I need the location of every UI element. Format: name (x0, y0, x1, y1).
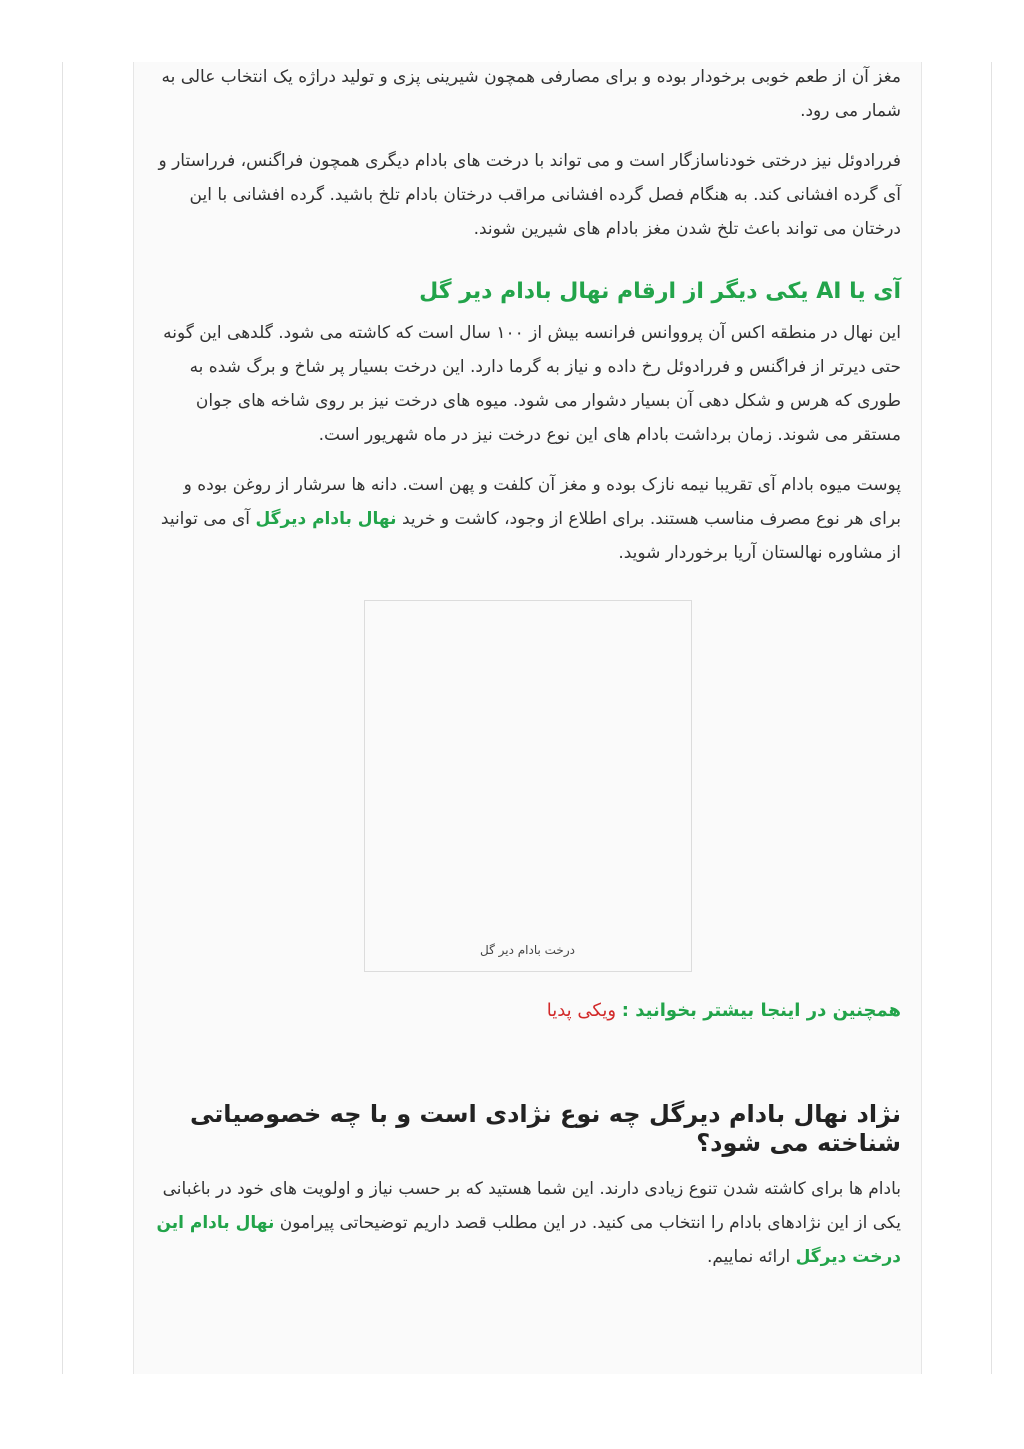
page-frame (62, 62, 992, 1374)
late-bloom-almond-link[interactable]: نهال بادام دیرگل (255, 509, 397, 529)
paragraph-ai-fruit-text: پوست میوه بادام آی تقریبا نیمه نازک بوده و مغز آن کلفت و پهن است. دانه ها سرشار از روغن بوده و برای هر نوع مصرف مناسب هستند. برای اطلاع از وجود، کاشت و خرید (183, 475, 901, 529)
paragraph-ai-fruit-text-end: آی می توانید از مشاوره نهالستان آریا برخوردار شوید. (160, 509, 901, 563)
paragraph-race-text: بادام ها برای کاشته شدن تنوع زیادی دارند. این شما هستید که بر حسب نیاز و اولویت های خود در باغبانی یکی از این نژادهای بادام را انتخاب می کنید. در این مطلب قصد داریم توضیحاتی پیرامون (162, 1179, 901, 1233)
heading-almond-race: نژاد نهال بادام دیرگل چه نوع نژادی است و با چه خصوصیاتی شناخته می شود؟ (190, 1100, 901, 1157)
wikipedia-link[interactable]: ویکی پدیا (546, 1000, 617, 1021)
paragraph-almond-race-intro (154, 1172, 901, 1274)
paragraph-fragrance-end: مغز آن از طعم خوبی برخودار بوده و برای مصارفی همچون شیرینی پزی و تولید دراژه یک انتخاب عالی به شمار می رود. (161, 67, 901, 121)
late-bloom-tree-link[interactable]: نهال بادام این درخت دیرگل (156, 1213, 901, 1267)
paragraph-ferraduel-pollination: فررادوئل نیز درختی خودناسازگار است و می تواند با درخت های بادام دیگری همچون فراگنس، فرراستار و آی گرده افشانی کند. به هنگام فصل گرده افشانی مراقب درختان بادام تلخ باشید. گرده افشانی با این درختان می تواند باعث تلخ شدن مغز بادام های شیرین شوند. (158, 151, 901, 239)
heading-ai-variety: آی یا AI یکی دیگر از ارقام نهال بادام دیر گل (419, 279, 901, 304)
article-column (133, 62, 922, 1374)
read-more-line (154, 994, 901, 1028)
almond-tree-image (364, 600, 692, 972)
paragraph-race-text-end: ارائه نماییم. (706, 1247, 796, 1267)
read-more-label: همچنین در اینجا بیشتر بخوانید : (621, 1000, 901, 1021)
paragraph-ai-origin: این نهال در منطقه اکس آن پرووانس فرانسه بیش از ۱۰۰ سال است که کاشته می شود. گلدهی این گونه حتی دیرتر از فراگنس و فررادوئل رخ داده و نیاز به گرما دارد. این درخت بسیار پر شاخ و برگ شده به طوری که هرس و شکل دهی آن بسیار دشوار می شود. میوه های درخت نیز بر روی شاخه های جوان مستقر می شوند. زمان برداشت بادام های این نوع درخت نیز در ماه شهریور است. (163, 323, 901, 445)
paragraph-ai-fruit (154, 468, 901, 570)
article-content (154, 62, 901, 1274)
image-caption: درخت بادام دیر گل (480, 943, 575, 957)
